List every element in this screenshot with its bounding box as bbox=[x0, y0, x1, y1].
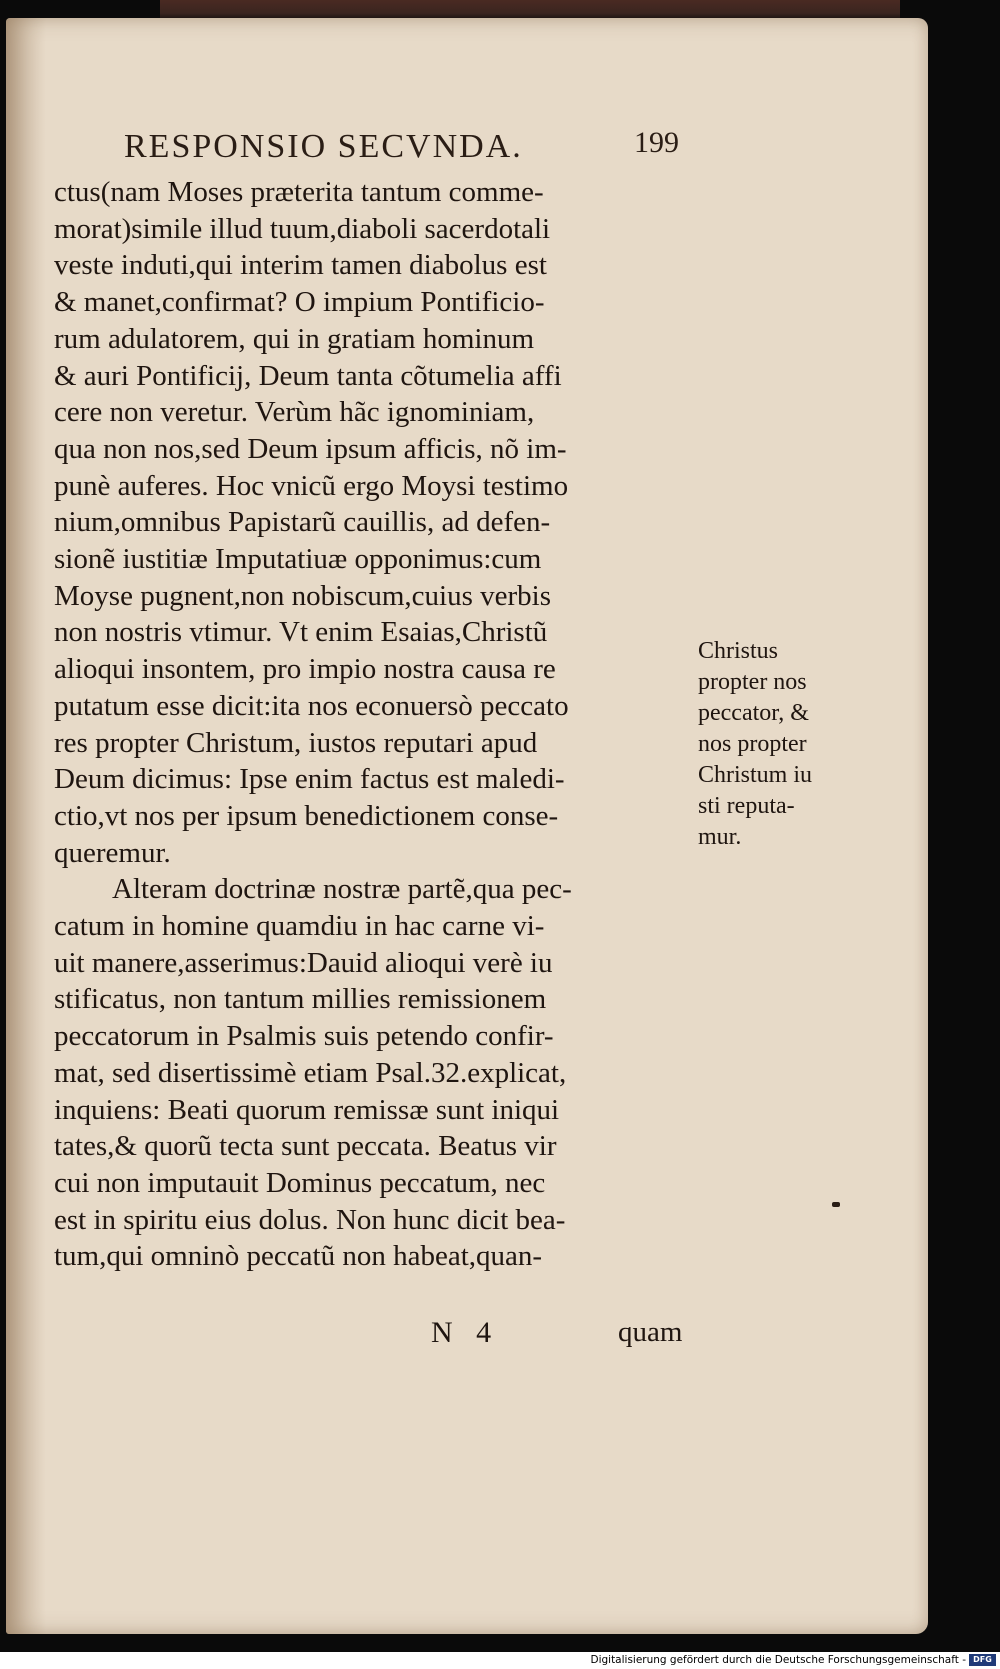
catchword: quam bbox=[618, 1316, 683, 1348]
text-line: & manet,confirmat? O impium Pontificio- bbox=[54, 286, 545, 319]
text-line: qua non nos,sed Deum ipsum afficis, nõ im- bbox=[54, 432, 567, 465]
text-line: Deum dicimus: Ipse enim factus est maledi- bbox=[54, 763, 565, 796]
text-line: ctio,vt nos per ipsum benedictionem conse- bbox=[54, 799, 559, 832]
footer-bar bbox=[0, 1652, 1000, 1669]
text-line: veste induti,qui interim tamen diabolus est bbox=[54, 249, 547, 282]
marginal-note-line: propter nos bbox=[698, 669, 807, 695]
page-number: 199 bbox=[634, 126, 679, 159]
text-line: punè auferes. Hoc vnicũ ergo Moysi testimo bbox=[54, 469, 569, 502]
text-line: res propter Christum, iustos reputari apud bbox=[54, 726, 538, 759]
running-head: RESPONSIO SECVNDA. bbox=[124, 128, 523, 165]
marginal-note bbox=[698, 636, 873, 853]
dfg-logo-icon: DFG bbox=[969, 1654, 996, 1666]
text-line: & auri Pontificij, Deum tanta cõtumelia affi bbox=[54, 359, 562, 392]
text-line: peccatorum in Psalmis suis petendo confir- bbox=[54, 1020, 554, 1053]
text-line: nium,omnibus Papistarũ cauillis, ad defen- bbox=[54, 506, 551, 539]
marginal-note-line: mur. bbox=[698, 824, 742, 850]
marginal-note-line: nos propter bbox=[698, 731, 807, 757]
text-line: queremur. bbox=[54, 836, 171, 869]
funding-credit: Digitalisierung gefördert durch die Deutsche Forschungsgemeinschaft - bbox=[590, 1654, 966, 1666]
text-line: cere non veretur. Verùm hãc ignominiam, bbox=[54, 396, 535, 429]
signature-mark: N 4 bbox=[431, 1316, 500, 1349]
ink-speck bbox=[832, 1202, 840, 1207]
marginal-note-line: peccator, & bbox=[698, 700, 809, 726]
text-line: stificatus, non tantum millies remissionem bbox=[54, 983, 547, 1016]
text-line: alioqui insontem, pro impio nostra causa re bbox=[54, 653, 556, 686]
text-line: putatum esse dicit:ita nos econuersò peccato bbox=[54, 689, 569, 722]
text-line: rum adulatorem, qui in gratiam hominum bbox=[54, 322, 535, 355]
text-line: tates,& quorũ tecta sunt peccata. Beatus vir bbox=[54, 1130, 557, 1163]
text-line: non nostris vtimur. Vt enim Esaias,Christũ bbox=[54, 616, 548, 649]
text-line: catum in homine quamdiu in hac carne vi- bbox=[54, 910, 545, 943]
text-line: morat)simile illud tuum,diaboli sacerdotali bbox=[54, 212, 551, 245]
book-page bbox=[6, 18, 928, 1634]
marginal-note-line: Christus bbox=[698, 638, 779, 664]
text-line: sionẽ iustitiæ Imputatiuæ opponimus:cum bbox=[54, 543, 542, 576]
text-line: ctus(nam Moses præterita tantum comme- bbox=[54, 176, 544, 208]
marginal-note-line: Christum iu bbox=[698, 762, 813, 788]
paragraph-start-line: Alteram doctrinæ nostræ partẽ,qua pec- bbox=[112, 873, 572, 906]
body-text bbox=[54, 174, 694, 1275]
text-line: cui non imputauit Dominus peccatum, nec bbox=[54, 1166, 546, 1199]
text-line: Moyse pugnent,non nobiscum,cuius verbis bbox=[54, 579, 551, 612]
marginal-note-line: sti reputa- bbox=[698, 793, 795, 819]
text-line: inquiens: Beati quorum remissæ sunt iniqui bbox=[54, 1093, 560, 1126]
text-line: mat, sed disertissimè etiam Psal.32.explicat, bbox=[54, 1056, 567, 1089]
text-line: est in spiritu eius dolus. Non hunc dicit bea- bbox=[54, 1203, 566, 1236]
text-line: uit manere,asserimus:Dauid alioqui verè iu bbox=[54, 946, 553, 979]
text-line: tum,qui omninò peccatũ non habeat,quan- bbox=[54, 1240, 543, 1273]
